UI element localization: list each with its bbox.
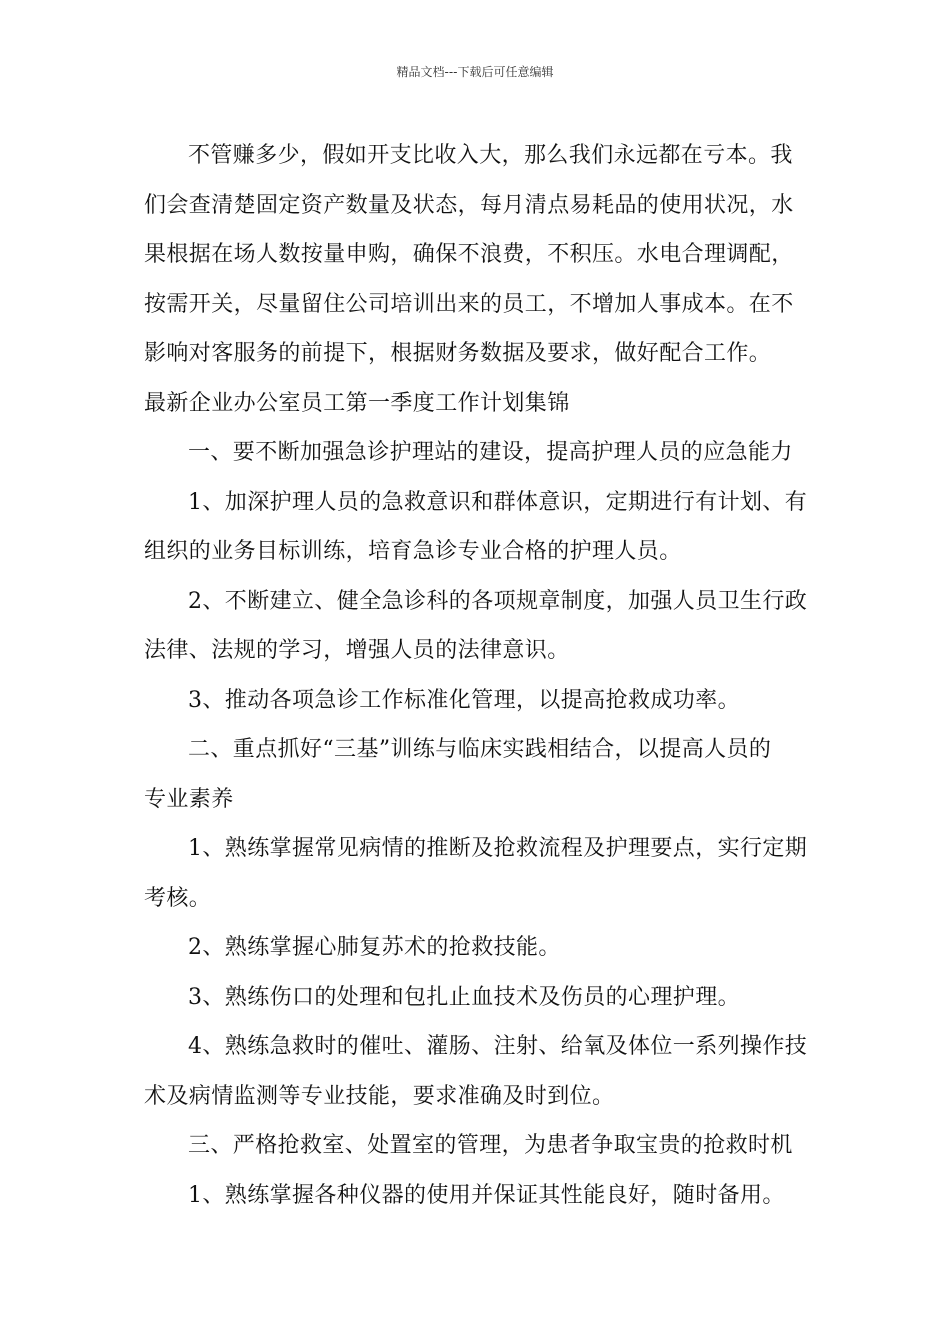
paragraph-line: 1、加深护理人员的急救意识和群体意识，定期进行有计划、有 bbox=[188, 489, 808, 515]
paragraph-line: 果根据在场人数按量申购，确保不浪费，不积压。水电合理调配， bbox=[144, 242, 794, 267]
page-header-watermark: 精品文档---下载后可任意编辑 bbox=[396, 65, 554, 79]
paragraph-line: 3、熟练伤口的处理和包扎止血技术及伤员的心理护理。 bbox=[188, 984, 740, 1010]
paragraph-line: 们会查清楚固定资产数量及状态，每月清点易耗品的使用状况，水 bbox=[144, 192, 794, 218]
section-heading: 二、重点抓好“三基”训练与临床实践相结合，以提高人员的 bbox=[188, 737, 772, 762]
paragraph-line: 法律、法规的学习，增强人员的法律意识。 bbox=[144, 638, 570, 663]
paragraph-line: 按需开关，尽量留住公司培训出来的员工，不增加人事成本。在不 bbox=[144, 291, 794, 317]
paragraph-line: 术及病情监测等专业技能，要求准确及时到位。 bbox=[144, 1083, 615, 1109]
paragraph-line: 3、推动各项急诊工作标准化管理，以提高抢救成功率。 bbox=[188, 687, 740, 713]
section-heading: 专业素养 bbox=[144, 786, 234, 812]
paragraph-line: 组织的业务目标训练，培育急诊专业合格的护理人员。 bbox=[144, 539, 682, 564]
document-body bbox=[144, 131, 808, 1220]
section-heading: 三、严格抢救室、处置室的管理，为患者争取宝贵的抢救时机 bbox=[188, 1133, 793, 1158]
paragraph-line: 考核。 bbox=[144, 885, 212, 911]
paragraph-line: 1、熟练掌握各种仪器的使用并保证其性能良好，随时备用。 bbox=[188, 1182, 785, 1208]
document-title: 最新企业办公室员工第一季度工作计划集锦 bbox=[144, 390, 570, 416]
paragraph-line: 1、熟练掌握常见病情的推断及抢救流程及护理要点，实行定期 bbox=[188, 836, 808, 861]
paragraph-line: 影响对客服务的前提下，根据财务数据及要求，做好配合工作。 bbox=[144, 341, 772, 366]
paragraph-line: 2、不断建立、健全急诊科的各项规章制度，加强人员卫生行政 bbox=[188, 588, 808, 614]
section-heading: 一、要不断加强急诊护理站的建设，提高护理人员的应急能力 bbox=[188, 440, 793, 465]
paragraph-line: 4、熟练急救时的催吐、灌肠、注射、给氧及体位一系列操作技 bbox=[188, 1034, 808, 1059]
paragraph-line: 不管赚多少，假如开支比收入大，那么我们永远都在亏本。我 bbox=[188, 143, 793, 168]
paragraph-line: 2、熟练掌握心肺复苏术的抢救技能。 bbox=[188, 935, 561, 960]
